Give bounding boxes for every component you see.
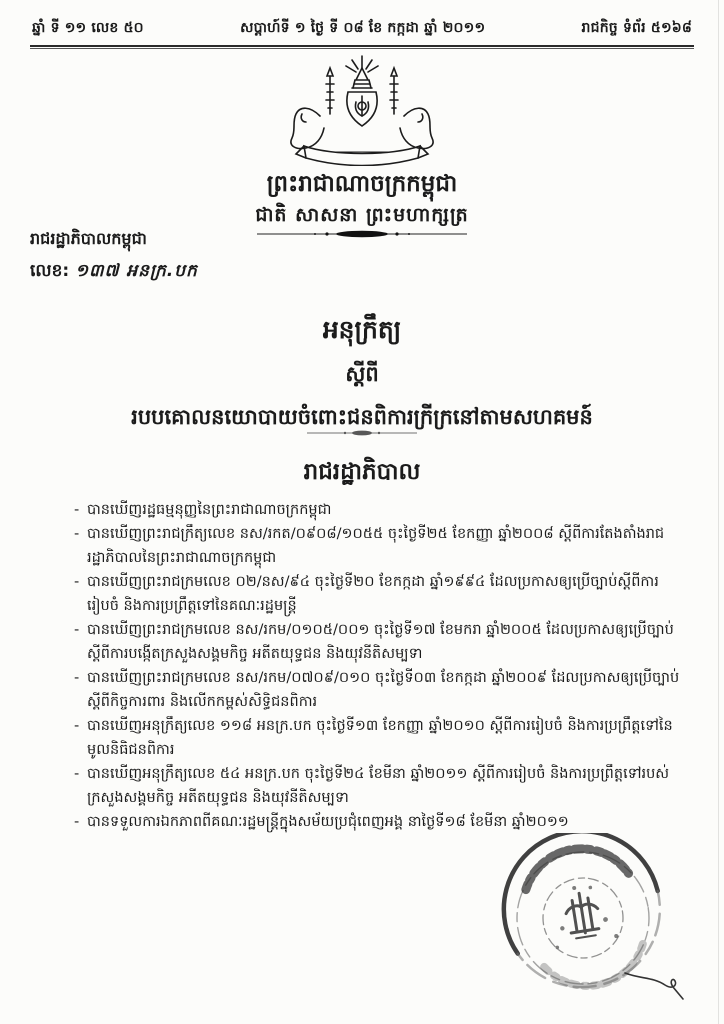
bullet-dash: -: [74, 502, 80, 518]
recital-text: បានឃើញព្រះរាជក្រមលេខ នស/រកម/០១០៥/០០១ ចុះថ្ងៃទី១៧ ខែមករា ឆ្នាំ២០០៥ ដែលប្រកាសឲ្យប្រើច្បាប់ស្តីពីការបង្កើតក្រសួងសង្គមកិច្ច អតីតយុទ្ធជន និងយុវនីតិសម្បទា: [87, 622, 674, 662]
bullet-dash: -: [74, 766, 80, 782]
document-number-value: ១៣៧ អនក្រ.បក: [75, 261, 198, 281]
recital-text: បានទទួលការឯកភាពពីគណៈរដ្ឋមន្ត្រីក្នុងសម័យប្រជុំពេញអង្គ នាថ្ងៃទី១៨ ខែមីនា ឆ្នាំ២០១១: [87, 814, 569, 830]
recital-item: [74, 618, 680, 666]
recital-item: [74, 570, 680, 618]
recital-text: បានឃើញអនុក្រឹត្យលេខ ៥៤ អនក្រ.បក ចុះថ្ងៃទី២៤ ខែមីនា ឆ្នាំ២០១១ ស្តីពីការរៀបចំ និងការប្រព្រឹត្តទៅរបស់ក្រសួងសង្គមកិច្ច អតីតយុទ្ធជន និងយុវនីតិសម្បទា: [87, 766, 670, 806]
national-motto: ជាតិ សាសនា ព្រះមហាក្សត្រ: [255, 204, 469, 226]
bullet-dash: -: [74, 814, 80, 830]
signature-stroke: [625, 973, 683, 999]
issuer-name: រាជរដ្ឋាភិបាលកម្ពុជា: [30, 229, 147, 248]
royal-arms-emblem: [262, 54, 462, 166]
recital-item: [74, 714, 680, 762]
gazette-year-issue: ឆ្នាំ ទី ១១ លេខ ៥០: [32, 20, 144, 36]
recital-item: [74, 810, 680, 834]
recital-text: បានឃើញព្រះរាជក្រឹត្យលេខ នស/រកត/០៩០៨/១០៥៥ ចុះថ្ងៃទី២៥ ខែកញ្ញា ឆ្នាំ២០០៨ ស្តីពីការតែងតាំងរាជរដ្ឋាភិបាលនៃព្រះរាជាណាចក្រកម្ពុជា: [87, 526, 665, 566]
scan-edge-artifact: [718, 0, 719, 1024]
recital-text: បានឃើញរដ្ឋធម្មនុញ្ញនៃព្រះរាជាណាចក្រកម្ពុជា: [87, 502, 332, 518]
document-number-label: លេខ:: [30, 261, 70, 281]
gazette-date: សប្តាហ៍ទី ១ ថ្ងៃ ទី ០៨ ខែ កក្កដា ឆ្នាំ ២០១១: [240, 20, 486, 36]
document-number-line: [30, 260, 198, 285]
section-heading-royal-government: រាជរដ្ឋាភិបាល: [303, 459, 421, 485]
recital-item: [74, 666, 680, 714]
ornamental-divider: [257, 228, 467, 240]
recital-item: [74, 522, 680, 570]
issuer-block: [30, 228, 198, 285]
bullet-dash: -: [74, 670, 80, 686]
recital-text: បានឃើញព្រះរាជក្រមលេខ ០២/នស/៩៤ ចុះថ្ងៃទី២០ ខែកក្កដា ឆ្នាំ១៩៩៤ ដែលប្រកាសឲ្យប្រើច្បាប់ស្តីពីការរៀបចំ និងការប្រព្រឹត្តទៅនៃគណៈរដ្ឋមន្ត្រី: [87, 574, 659, 614]
decree-about: ស្តីពី: [345, 362, 379, 386]
recital-item: [74, 762, 680, 810]
recitals-list: [74, 498, 680, 834]
kingdom-title: ព្រះរាជាណាចក្រកម្ពុជា: [266, 171, 458, 197]
recital-text: បានឃើញព្រះរាជក្រមលេខ នស/រកម/០៧០៩/០១០ ចុះថ្ងៃទី០៣ ខែកក្កដា ឆ្នាំ២០០៩ ដែលប្រកាសឲ្យប្រើច្បាប់ស្តីពីកិច្ចការពារ និងលើកកម្ពស់សិទ្ធិជនពិការ: [87, 670, 680, 710]
bullet-dash: -: [74, 718, 80, 734]
official-seal-stamp: [483, 833, 703, 1013]
small-ornamental-divider: [307, 428, 417, 438]
decree-title-block: [0, 315, 724, 435]
bullet-dash: -: [74, 622, 80, 638]
bullet-dash: -: [74, 574, 80, 590]
recital-item: [74, 498, 680, 522]
decree-type: អនុក្រឹត្យ: [322, 315, 402, 344]
gazette-header: [32, 18, 692, 39]
gazette-page-number: រាជកិច្ច ទំព័រ ៥១៦៨: [581, 20, 692, 36]
recital-text: បានឃើញអនុក្រឹត្យលេខ ១១៨ អនក្រ.បក ចុះថ្ងៃទី១៣ ខែកញ្ញា ឆ្នាំ២០១០ ស្តីពីការរៀបចំ និងការប្រព្រឹត្តទៅនៃមូលនិធិជនពិការ: [87, 718, 673, 758]
decree-subject: របបគោលនយោបាយចំពោះជនពិការក្រីក្រនៅតាមសហគមន៍: [131, 405, 593, 429]
bullet-dash: -: [74, 526, 80, 542]
header-divider-rule: [30, 45, 694, 47]
